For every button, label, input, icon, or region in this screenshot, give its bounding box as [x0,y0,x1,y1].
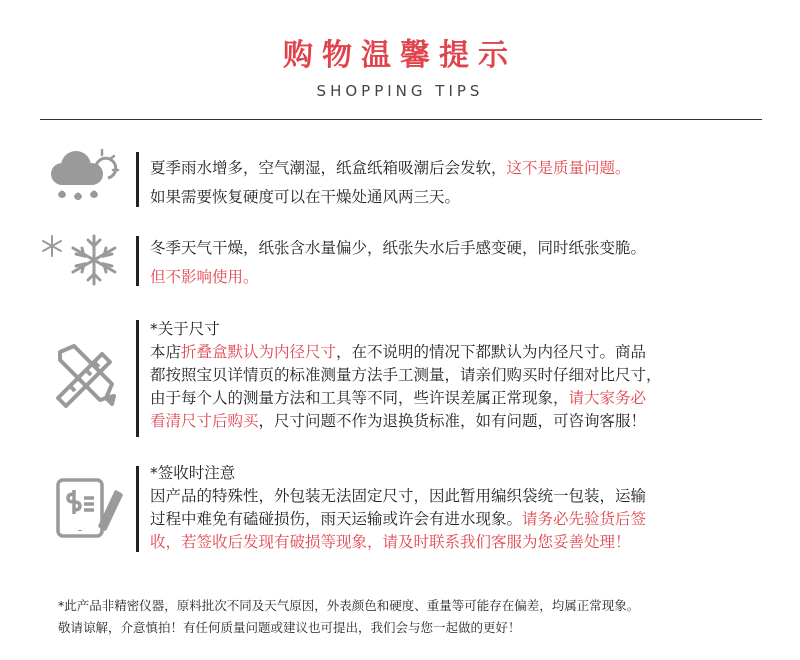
page-title: 购物温馨提示 [283,38,517,73]
tip-divider [136,152,139,207]
tip-line: 收，若签收后发现有破损等现象，请及时联系我们客服为您妥善处理！ [150,533,631,551]
tip-line: 但不影响使用。 [150,268,259,286]
tip-line: 过程中难免有磕碰损伤，雨天运输或许会有进水现象。请务必先验货后签 [150,510,647,528]
tip-line: 如果需要恢复硬度可以在干燥处通风两三天。 [150,188,461,206]
header-divider [40,119,762,120]
tip-divider [136,236,139,286]
footer-line: 敬请谅解，介意慎拍！有任何质量问题或建议也可提出，我们会与您一起做的更好！ [58,620,521,635]
tablet-invoice-icon [54,476,124,540]
tip-heading: *签收时注意 [150,464,236,482]
tip-heading: *关于尺寸 [150,320,220,338]
ruler-pencil-icon [50,338,122,410]
tip-line: 由于每个人的测量方法和工具等不同，些许误差属正常现象，请大家务必 [150,389,647,407]
rain-cloud-icon [44,146,120,208]
tip-divider [136,320,139,437]
tip-line: 都按照宝贝详情页的标准测量方法手工测量，请亲们购买时仔细对比尺寸， [150,366,662,384]
tip-line: 本店折叠盒默认为内径尺寸，在不说明的情况下都默认为内径尺寸。商品 [150,343,647,361]
footer-line: *此产品非精密仪器，原料批次不同及天气原因，外表颜色和硬度、重量等可能存在偏差，均属正常现象。 [58,598,640,613]
page-subtitle: SHOPPING TIPS [316,82,484,100]
footer-note [58,595,778,639]
tip-line: 看清尺寸后购买，尺寸问题不作为退换货标准，如有问题，可咨询客服！ [150,412,647,430]
tip-divider [136,466,139,552]
tip-line: 因产品的特殊性，外包装无法固定尺寸，因此暂用编织袋统一包装，运输 [150,487,647,505]
snowflake-icon [40,232,124,286]
tip-line: 夏季雨水增多，空气潮湿，纸盒纸箱吸潮后会发软，这不是质量问题。 [150,159,631,177]
tip-line: 冬季天气干燥，纸张含水量偏少，纸张失水后手感变硬，同时纸张变脆。 [150,239,647,257]
